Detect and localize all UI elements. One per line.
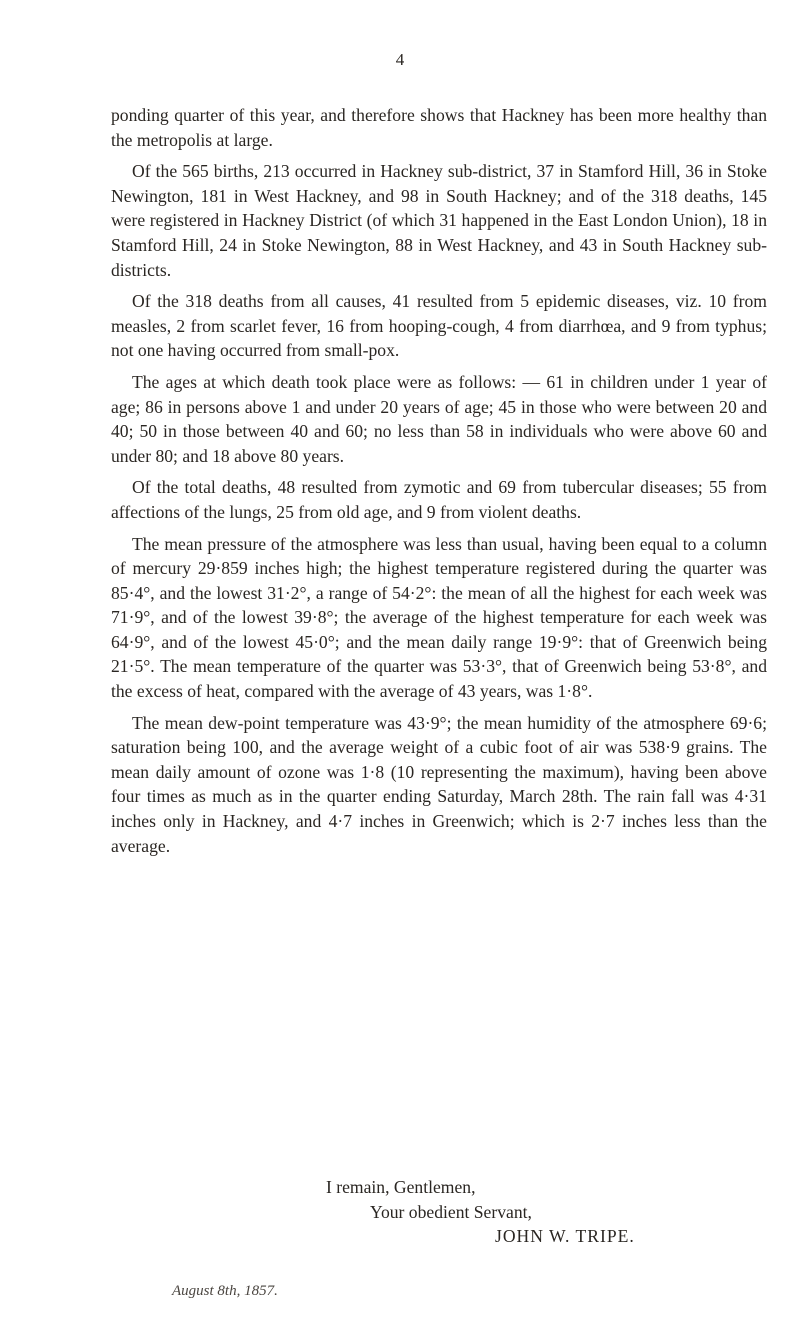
- paragraph-ages-at-death: The ages at which death took place were as follows: — 61 in children under 1 year of age; 86 in persons above 1 and under 20 years of age; 45 in those who were between 20 and 40; 50 in those between 40 and 60; no less than 58 in individuals who were above 60 and under 80; and 18 above 80 years.: [111, 371, 767, 466]
- closing-salutation: I remain, Gentlemen,: [326, 1177, 476, 1197]
- page-number: 4: [395, 50, 405, 69]
- document-date: August 8th, 1857.: [172, 1283, 278, 1299]
- paragraph-births-deaths: Of the 565 births, 213 occurred in Hackney sub-district, 37 in Stamford Hill, 36 in Stoke Newington, 181 in West Hackney, and 98 in South Hackney; and of the 318 deaths, 145 were registered in Hackney District (of which 31 happened in the East London Union), 18 in Stamford Hill, 24 in Stoke Newington, 88 in West Hackney, and 43 in South Hackney sub-districts.: [111, 161, 767, 280]
- closing-valediction: Your obedient Servant,: [370, 1202, 532, 1222]
- paragraph-dew-point-rainfall: The mean dew-point temperature was 43·9°; the mean humidity of the atmosphere 69·6; saturation being 100, and the average weight of a cubic foot of air was 538·9 grains. The mean daily amount of ozone was 1·8 (10 representing the maximum), having been above four times as much as in the quarter ending Saturday, March 28th. The rain fall was 4·31 inches only in Hackney, and 4·7 inches in Greenwich; which is 2·7 inches less than the average.: [111, 712, 767, 856]
- report-body: [111, 103, 767, 865]
- paragraph-atmosphere-temperature: The mean pressure of the atmosphere was less than usual, having been equal to a column of mercury 29·859 inches high; the highest temperature registered during the quarter was 85·4°, and the lowest 31·2°, a range of 54·2°: the mean of all the highest for each week was 71·9°, and of the lowest 39·8°; the average of the highest temperature for each week was 64·9°, and of the lowest 45·0°; and the mean daily range 19·9°: that of Greenwich being 21·5°. The mean temperature of the quarter was 53·3°, that of Greenwich being 53·8°, and the excess of heat, compared with the average of 43 years, was 1·8°.: [111, 533, 767, 702]
- paragraph-epidemic-diseases: Of the 318 deaths from all causes, 41 resulted from 5 epidemic diseases, viz. 10 from measles, 2 from scarlet fever, 16 from hooping-cough, 4 from diarrhœa, and 9 from typhus; not one having occurred from small-pox.: [111, 291, 767, 361]
- paragraph-causes-of-death: Of the total deaths, 48 resulted from zymotic and 69 from tubercular diseases; 55 from affections of the lungs, 25 from old age, and 9 from violent deaths.: [111, 477, 767, 522]
- signature: JOHN W. TRIPE.: [495, 1226, 635, 1246]
- paragraph-continuation: ponding quarter of this year, and therefore shows that Hackney has been more healthy than the metropolis at large.: [111, 105, 767, 150]
